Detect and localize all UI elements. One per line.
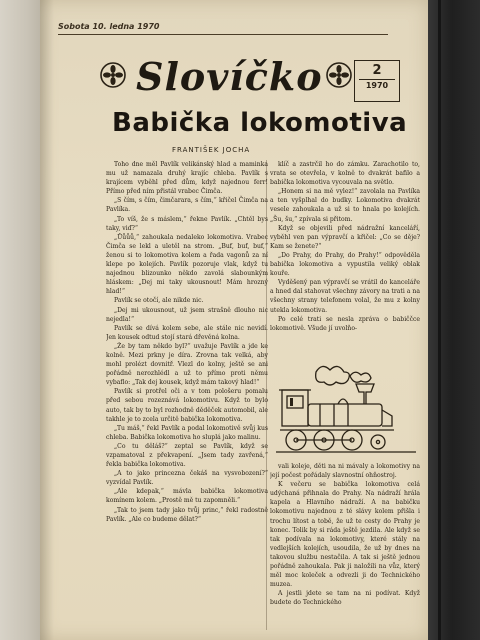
article-column-left [106, 160, 268, 640]
paragraph: Toho dne měl Pavlík velikánský hlad a maminka mu už namazala druhý krajíc chleba. Pavlík s krajícem vyběhl před dům, když najednou ferr! Přímo před ním přistál vrabec Čimča. [106, 161, 268, 196]
issue-date: Sobota 10. ledna 1970 [58, 22, 160, 31]
paragraph: „To víš, že s máslem,“ řekne Pavlík. „Chtěl bys taky, viď?“ [106, 215, 268, 232]
article-title: Babička lokomotiva [112, 108, 408, 138]
paragraph: K večeru se babička lokomotiva celá udýchaná přihnala do Prahy. Na nádraží hrála kapela a Hlavního nádraží. A na babičku lokomotivu najednou z té slávy kolem přišla i trochu lítost a tobě, že už te cesty do Prahy je konec. Tolik by si ráda ještě jezdila. Ale když se tak podívala na lokomotivy, které stály na vedlejších kolejích, usoudila, že už by dnes na takovou službu nestačila. A tak si ještě jednou pořádně zahoukala. Pak ji naložili na vůz, který měl moc koleček a odvezli ji do Technického muzea. [270, 481, 420, 589]
article-column-right-top [270, 160, 420, 360]
paragraph: „Dej mi ukousnout, už jsem strašně dlouho nic nejedla!“ [106, 306, 268, 323]
paragraph: Když se objevili před nádražní kanceláří, vyběhl ven pan výpravčí a křičel: „Co se děje? Kam se ženete?“ [270, 224, 420, 250]
paragraph: „S čím, s čím, čimčarara, s čím,“ křičel Čimča na Pavlíka. [106, 197, 268, 214]
masthead-title: Slovíčko [136, 54, 323, 99]
paragraph: Pavlík se otočí, ale nikde nic. [114, 297, 204, 305]
steam-locomotive-illustration [276, 360, 416, 460]
issue-number: 2 [372, 63, 382, 78]
paragraph: „Tu máš,“ řekl Pavlík a podal lokomotivě svůj kus chleba. Babička lokomotiva ho sluplá jako malinu. [106, 424, 268, 441]
paragraph: Pavlík se dívá kolem sebe, ale stále nic nevidí. Jen kousek odtud stojí stará dřevěná kolna. [106, 324, 268, 341]
paragraph: „Do Prahy, do Prahy, do Prahy!“ odpověděla babička lokomotiva a vypustila veliký oblak kouře. [270, 251, 420, 278]
article-column-right-bottom [270, 462, 420, 640]
issue-year: 1970 [365, 81, 389, 90]
paragraph: „Ale kdepak,“ mávla babička lokomotiva komínem kolem. „Prostě mě tu zapomněli.“ [106, 488, 268, 505]
paragraph: Pavlík si protřel oči a v tom pološeru pomalu před sebou rozeznává lokomotivu. Když to bylo auto, tak by to byl rozhodně děděček automobil, ale takhle je to zcela určitě babička lokomotiva. [106, 388, 268, 423]
paragraph: „Ůůůů,“ zahoukala nedaleko lokomotiva. Vrabec Čimča se lekl a uletěl na strom. „Buf, buf, buf,“ ženou si to lokomotiva kolem a řada vagonů za ní klepe po kolejích. Pavlík pozoruje vlak, když tu najednou blizounko někdo zavolá slabounkým hláskem: „Dej mi taky ukousnout! Mám hrozný hlad!“ [106, 233, 268, 296]
paragraph: „Tak to jsem tady jako tvůj princ,“ řekl radostně Pavlík. „Ale co budeme dělat?“ [106, 506, 268, 523]
paragraph: „Že by tam někdo byl?“ uvažuje Pavlík a jde ke kolně. Mezi prkny je díra. Zrovna tak velká, aby mohl prolézt dovnitř. Vlezl do kolny, ještě se ani pořádně nerozhlédl a už to přímo proti němu vybaflo: „Tak dej kousek, když mám takový hlad!“ [106, 342, 268, 387]
flower-ornament-icon [100, 62, 126, 88]
background-right [424, 0, 480, 640]
article-author: FRANTIŠEK JOCHA [172, 146, 251, 154]
paragraph: „Co tu děláš?“ zeptal se Pavlík, když se vzpamatoval z překvapení. „Jsem tady zavřená,“ řekla babička lokomotiva. [106, 442, 268, 469]
paragraph: Vyděšený pan výpravčí se vrátil do kanceláře a hned dal stahovat všechny závory na trati a na všechny strany telefonem volal, že mu z kolny utekla lokomotiva. [270, 279, 420, 314]
paragraph: Po celé trati se nesla zpráva o babiččce lokomotivě. Všude jí uvolňo- [270, 315, 420, 332]
issue-number-box [354, 60, 400, 102]
page-fold-shadow [40, 0, 54, 640]
flower-ornament-icon [326, 62, 352, 88]
paragraph: A jestli jdete se tam na ni podívat. Když budete do Technického [270, 590, 420, 607]
header-rule [58, 34, 388, 35]
paragraph: „Honem si na mě vylez!“ zavolala na Pavlíka a ten vyšplhal do budky. Lokomotiva dvakrát vesele zahoukala a už si to hnala po kolejích. „Šu, šu,“ zpívala si přitom. [270, 188, 420, 223]
paragraph: „A to jako princezna čekáš na vysvobození?“ vyzvídal Pavlík. [106, 470, 268, 487]
paragraph: klíč a zastrčil ho do zámku. Zarachotilo to, vrata se otevřela, v kolně to dvakrát bafilo a babička lokomotiva vycouvala na světlo. [270, 161, 420, 187]
paragraph: vali koleje, děti na ni mávaly a lokomotivy na její počest pořádaly slavnostní ohňostroj. [270, 463, 420, 480]
